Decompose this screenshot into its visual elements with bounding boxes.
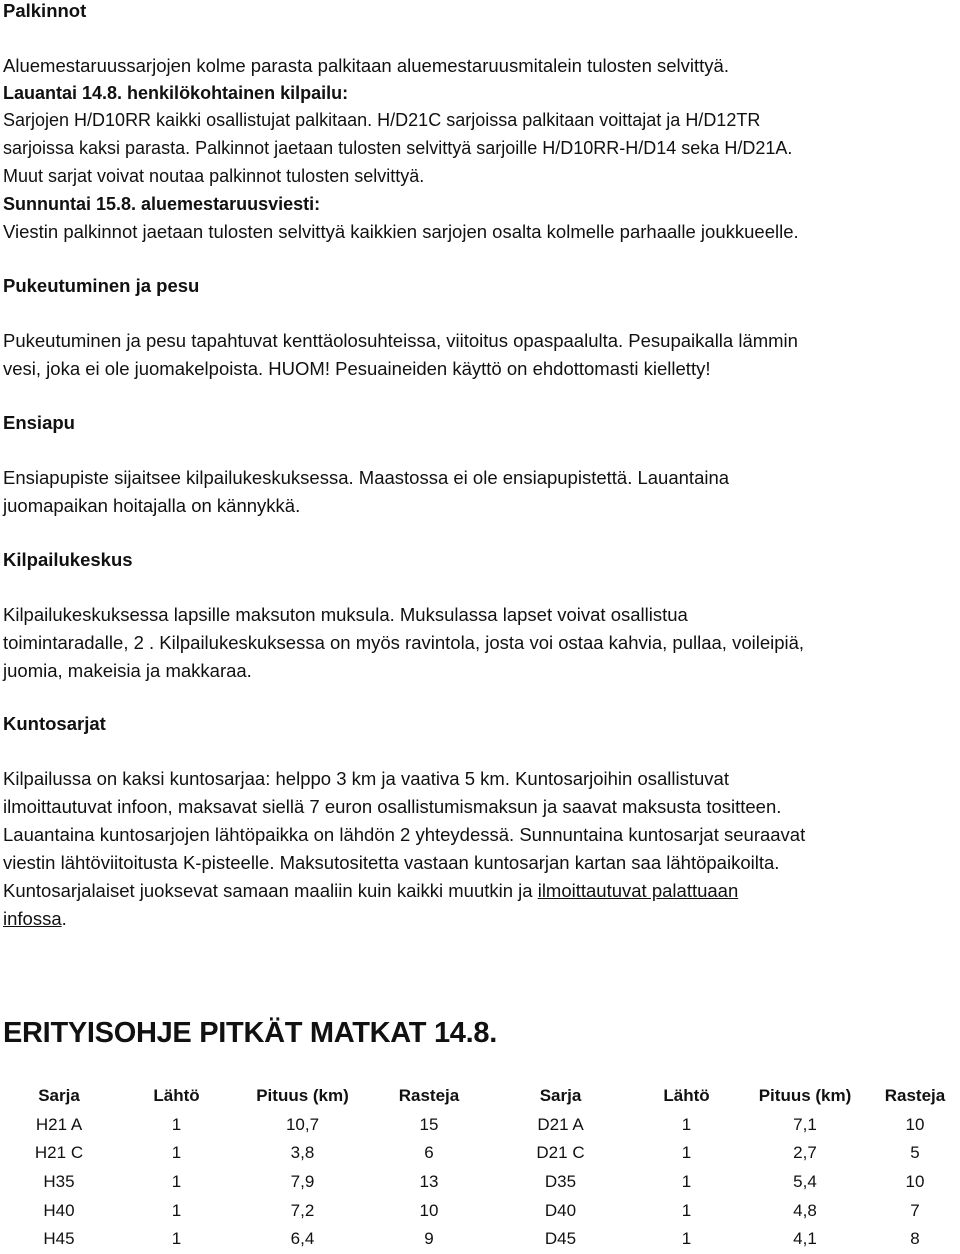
palkinnot-line-3: Sarjojen H/D10RR kaikki osallistujat palkitaan. H/D21C sarjoissa palkitaan voittajat ja H/D12TR xyxy=(3,110,761,130)
table-cell: 7 xyxy=(910,1200,920,1220)
kuntosarjat-info-link-part-2: infossa xyxy=(3,908,62,929)
kilpailukeskus-line-2: toimintaradalle, 2 . Kilpailukeskuksessa on myös ravintola, josta voi ostaa kahvia, pullaa, voileipiä, xyxy=(3,632,805,653)
ensiapu-line-2: juomapaikan hoitajalla on kännykkä. xyxy=(3,495,301,516)
table-cell: D35 xyxy=(544,1172,577,1192)
palkinnot-line-5: Muut sarjat voivat noutaa palkinnot tulosten selvittyä. xyxy=(3,166,425,186)
kuntosarjat-line-4: viestin lähtöviitoitusta K-pisteelle. Maksutositetta vastaan kuntosarjan kartan saa lähtöpaikoilta. xyxy=(3,852,780,873)
table-cell: 1 xyxy=(681,1172,692,1192)
kuntosarjat-line-3: Lauantaina kuntosarjojen lähtöpaikka on lähdön 2 yhteydessä. Sunnuntaina kuntosarjat seuraavat xyxy=(3,824,806,845)
table-cell: 10 xyxy=(419,1200,439,1220)
table-row xyxy=(0,1168,960,1197)
header-cell: Lähtö xyxy=(663,1086,710,1106)
table-cell: D21 C xyxy=(536,1143,585,1163)
table-cell: 2,7 xyxy=(793,1143,817,1163)
heading-ensiapu: Ensiapu xyxy=(3,412,75,433)
header-cell: Sarja xyxy=(38,1086,80,1106)
palkinnot-saturday-heading: Lauantai 14.8. henkilökohtainen kilpailu: xyxy=(3,83,349,103)
header-cell: Rasteja xyxy=(884,1086,946,1106)
table-cell: 10,7 xyxy=(285,1114,320,1134)
table-cell: H40 xyxy=(43,1200,75,1220)
course-table xyxy=(0,1082,960,1254)
table-cell: 9 xyxy=(424,1229,434,1249)
kuntosarjat-line-6 xyxy=(3,908,67,930)
header-cell: Pituus (km) xyxy=(758,1086,852,1106)
header-cell: Pituus (km) xyxy=(256,1086,349,1106)
table-row xyxy=(0,1111,960,1140)
table-cell: 1 xyxy=(681,1114,692,1134)
table-cell: 6 xyxy=(424,1143,434,1163)
kilpailukeskus-line-1: Kilpailukeskuksessa lapsille maksuton muksula. Muksulassa lapset voivat osallistua xyxy=(3,604,688,625)
table-row xyxy=(0,1225,960,1254)
kuntosarjat-line-1: Kilpailussa on kaksi kuntosarjaa: helppo 3 km ja vaativa 5 km. Kuntosarjoihin osallistuvat xyxy=(3,768,729,789)
kilpailukeskus-line-3: juomia, makeisia ja makkaraa. xyxy=(3,660,252,681)
table-row xyxy=(0,1139,960,1168)
heading-pukeutuminen: Pukeutuminen ja pesu xyxy=(3,275,200,296)
table-cell: 5 xyxy=(910,1143,920,1163)
table-cell: 4,8 xyxy=(793,1200,817,1220)
table-header-row xyxy=(0,1082,960,1111)
heading-palkinnot: Palkinnot xyxy=(3,0,87,21)
palkinnot-sunday-heading: Sunnuntai 15.8. aluemestaruusviesti: xyxy=(3,194,321,214)
header-cell: Lähtö xyxy=(153,1086,200,1106)
erityisohje-title: ERITYISOHJE PITKÄT MATKAT 14.8. xyxy=(3,1017,497,1049)
table-cell: 15 xyxy=(419,1114,439,1134)
table-cell: 1 xyxy=(171,1114,182,1134)
kuntosarjat-line-5 xyxy=(3,880,738,902)
table-cell: 7,1 xyxy=(793,1114,817,1134)
table-cell: 3,8 xyxy=(290,1143,315,1163)
table-row xyxy=(0,1196,960,1225)
table-cell: 1 xyxy=(681,1143,692,1163)
table-cell: 6,4 xyxy=(290,1229,315,1249)
ensiapu-line-1: Ensiapupiste sijaitsee kilpailukeskuksessa. Maastossa ei ole ensiapupistettä. Lauantaina xyxy=(3,467,730,488)
table-cell: D45 xyxy=(544,1229,577,1249)
table-cell: H45 xyxy=(43,1229,75,1249)
pukeutuminen-line-1: Pukeutuminen ja pesu tapahtuvat kenttäolosuhteissa, viitoitus opaspaalulta. Pesupaikalla lämmin xyxy=(3,330,798,351)
table-cell: 1 xyxy=(681,1200,692,1220)
kuntosarjat-info-link-part-1: ilmoittautuvat palattuaan xyxy=(537,880,739,901)
kuntosarjat-line-2: ilmoittautuvat infoon, maksavat siellä 7 euron osallistumismaksun ja saavat maksusta tositteen. xyxy=(3,796,782,817)
table-cell: D40 xyxy=(544,1200,577,1220)
table-cell: 10 xyxy=(905,1172,925,1192)
kuntosarjat-line-5-text: Kuntosarjalaiset juoksevat samaan maaliin kuin kaikki muutkin ja xyxy=(3,880,538,901)
table-cell: H35 xyxy=(43,1172,75,1192)
heading-kilpailukeskus: Kilpailukeskus xyxy=(3,549,133,570)
header-cell: Sarja xyxy=(539,1086,582,1106)
pukeutuminen-line-2: vesi, joka ei ole juomakelpoista. HUOM! Pesuaineiden käyttö on ehdottomasti kielletty! xyxy=(3,358,711,379)
header-cell: Rasteja xyxy=(398,1086,460,1106)
table-cell: D21 A xyxy=(537,1114,584,1134)
kuntosarjat-line-6-end: . xyxy=(61,908,67,929)
table-cell: 1 xyxy=(171,1200,182,1220)
table-cell: 7,2 xyxy=(290,1200,315,1220)
table-cell: 8 xyxy=(910,1229,920,1249)
palkinnot-line-1: Aluemestaruussarjojen kolme parasta palkitaan aluemestaruusmitalein tulosten selvittyä. xyxy=(3,55,729,76)
table-cell: 1 xyxy=(171,1172,182,1192)
table-cell: 5,4 xyxy=(793,1172,817,1192)
table-cell: 1 xyxy=(171,1229,182,1249)
table-cell: 1 xyxy=(681,1229,692,1249)
table-cell: 4,1 xyxy=(793,1229,817,1249)
table-cell: H21 C xyxy=(34,1143,84,1163)
table-cell: 10 xyxy=(905,1114,925,1134)
table-cell: 13 xyxy=(419,1172,439,1192)
heading-kuntosarjat: Kuntosarjat xyxy=(3,713,106,734)
table-cell: 1 xyxy=(171,1143,182,1163)
palkinnot-line-4: sarjoissa kaksi parasta. Palkinnot jaetaan tulosten selvittyä sarjoille H/D10RR-H/D14 seka H/D21A. xyxy=(3,138,793,158)
table-cell: 7,9 xyxy=(290,1172,315,1192)
table-cell: H21 A xyxy=(35,1114,83,1134)
palkinnot-line-7: Viestin palkinnot jaetaan tulosten selvittyä kaikkien sarjojen osalta kolmelle parhaalle joukkueelle. xyxy=(3,221,799,242)
